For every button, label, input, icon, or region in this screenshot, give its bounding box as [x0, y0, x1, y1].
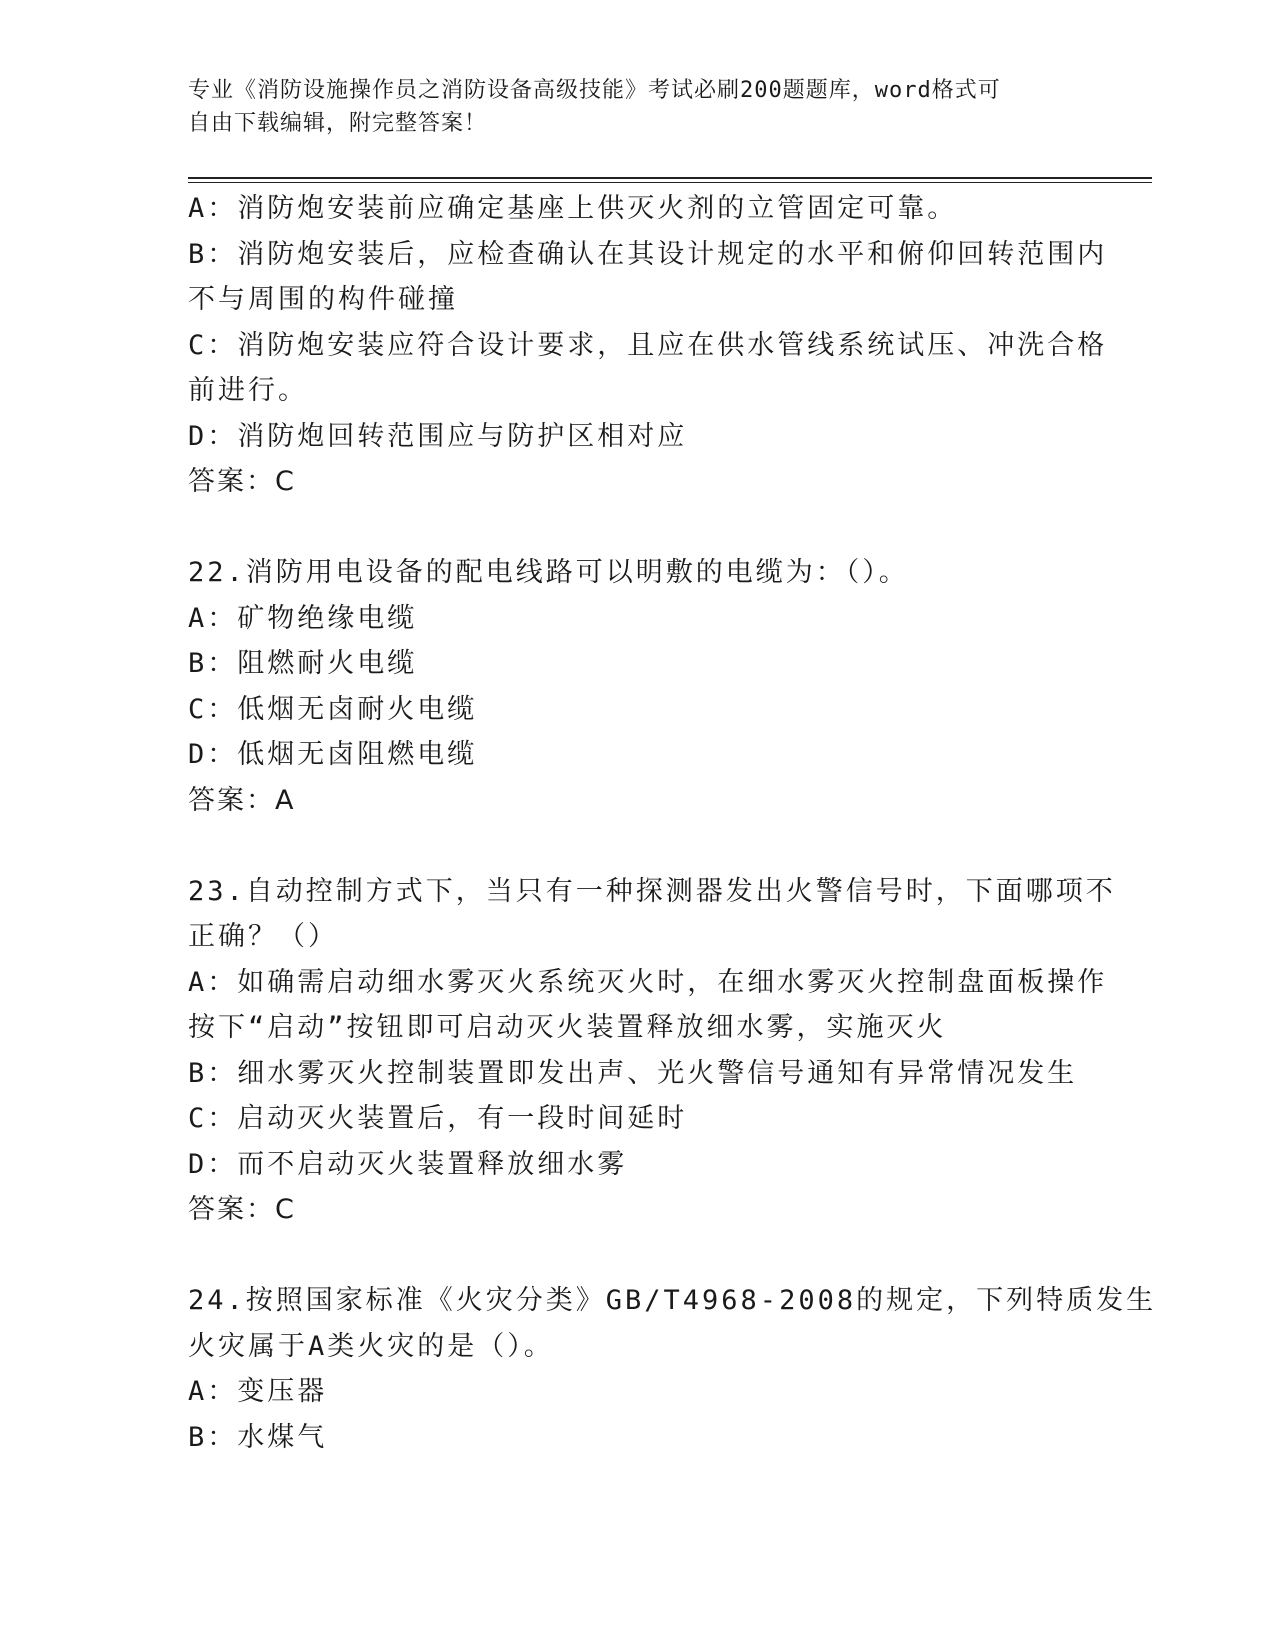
q22-answer: 答案：A	[188, 784, 296, 816]
q23-option-a-line-2: 按下“启动”按钮即可启动灭火装置释放细水雾，实施灭火	[188, 1012, 947, 1043]
q21-option-c-line-1: C：消防炮安装应符合设计要求，且应在供水管线系统试压、冲洗合格	[188, 329, 1108, 361]
q22-option-b: B：阻燃耐火电缆	[188, 648, 418, 679]
question-spacer	[188, 823, 1088, 869]
header-divider-thick	[188, 177, 1152, 179]
q22-option-d: D：低烟无卤阻燃电缆	[188, 739, 478, 770]
question-24	[188, 1278, 1157, 1460]
question-list	[188, 186, 1157, 1460]
header-line-1: 专业《消防设施操作员之消防设备高级技能》考试必刷200题题库，word格式可	[188, 78, 1001, 103]
question-22	[188, 550, 1088, 823]
q24-option-b: B：水煤气	[188, 1421, 328, 1453]
q24-question-line-2: 火灾属于A类火灾的是（）。	[188, 1330, 554, 1362]
header-divider-thin	[188, 182, 1152, 183]
q21-option-c-line-2: 前进行。	[188, 375, 308, 406]
q23-option-b: B：细水雾灭火控制装置即发出声、光火警信号通知有异常情况发生	[188, 1057, 1078, 1089]
question-spacer	[188, 505, 1088, 551]
q22-option-a: A：矿物绝缘电缆	[188, 602, 418, 634]
q23-option-c: C：启动灭火装置后，有一段时间延时	[188, 1103, 688, 1134]
question-spacer	[188, 1233, 1088, 1279]
header-line-2: 自由下载编辑，附完整答案！	[188, 111, 488, 136]
q21-option-a: A：消防炮安装前应确定基座上供灭火剂的立管固定可靠。	[188, 193, 958, 224]
q23-question-line-2: 正确？（）	[188, 921, 338, 952]
q21-option-b-line-2: 不与周围的构件碰撞	[188, 284, 458, 315]
q21-option-b-line-1: B：消防炮安装后，应检查确认在其设计规定的水平和俯仰回转范围内	[188, 238, 1108, 270]
document-header	[188, 74, 1068, 140]
q22-option-c: C：低烟无卤耐火电缆	[188, 693, 478, 725]
q23-option-a-line-1: A：如确需启动细水雾灭火系统灭火时，在细水雾灭火控制盘面板操作	[188, 966, 1108, 998]
question-21	[188, 186, 1108, 505]
q23-option-d: D：而不启动灭火装置释放细水雾	[188, 1148, 628, 1180]
q21-answer: 答案：C	[188, 466, 296, 497]
q24-question-line-1: 24.按照国家标准《火灾分类》GB/T4968-2008的规定，下列特质发生	[188, 1285, 1157, 1316]
question-23	[188, 869, 1116, 1233]
q23-question-line-1: 23.自动控制方式下，当只有一种探测器发出火警信号时，下面哪项不	[188, 875, 1116, 907]
q24-option-a: A：变压器	[188, 1376, 328, 1407]
q22-question: 22.消防用电设备的配电线路可以明敷的电缆为：（）。	[188, 557, 909, 588]
q21-option-d: D：消防炮回转范围应与防护区相对应	[188, 420, 688, 452]
q23-answer: 答案：C	[188, 1194, 296, 1225]
